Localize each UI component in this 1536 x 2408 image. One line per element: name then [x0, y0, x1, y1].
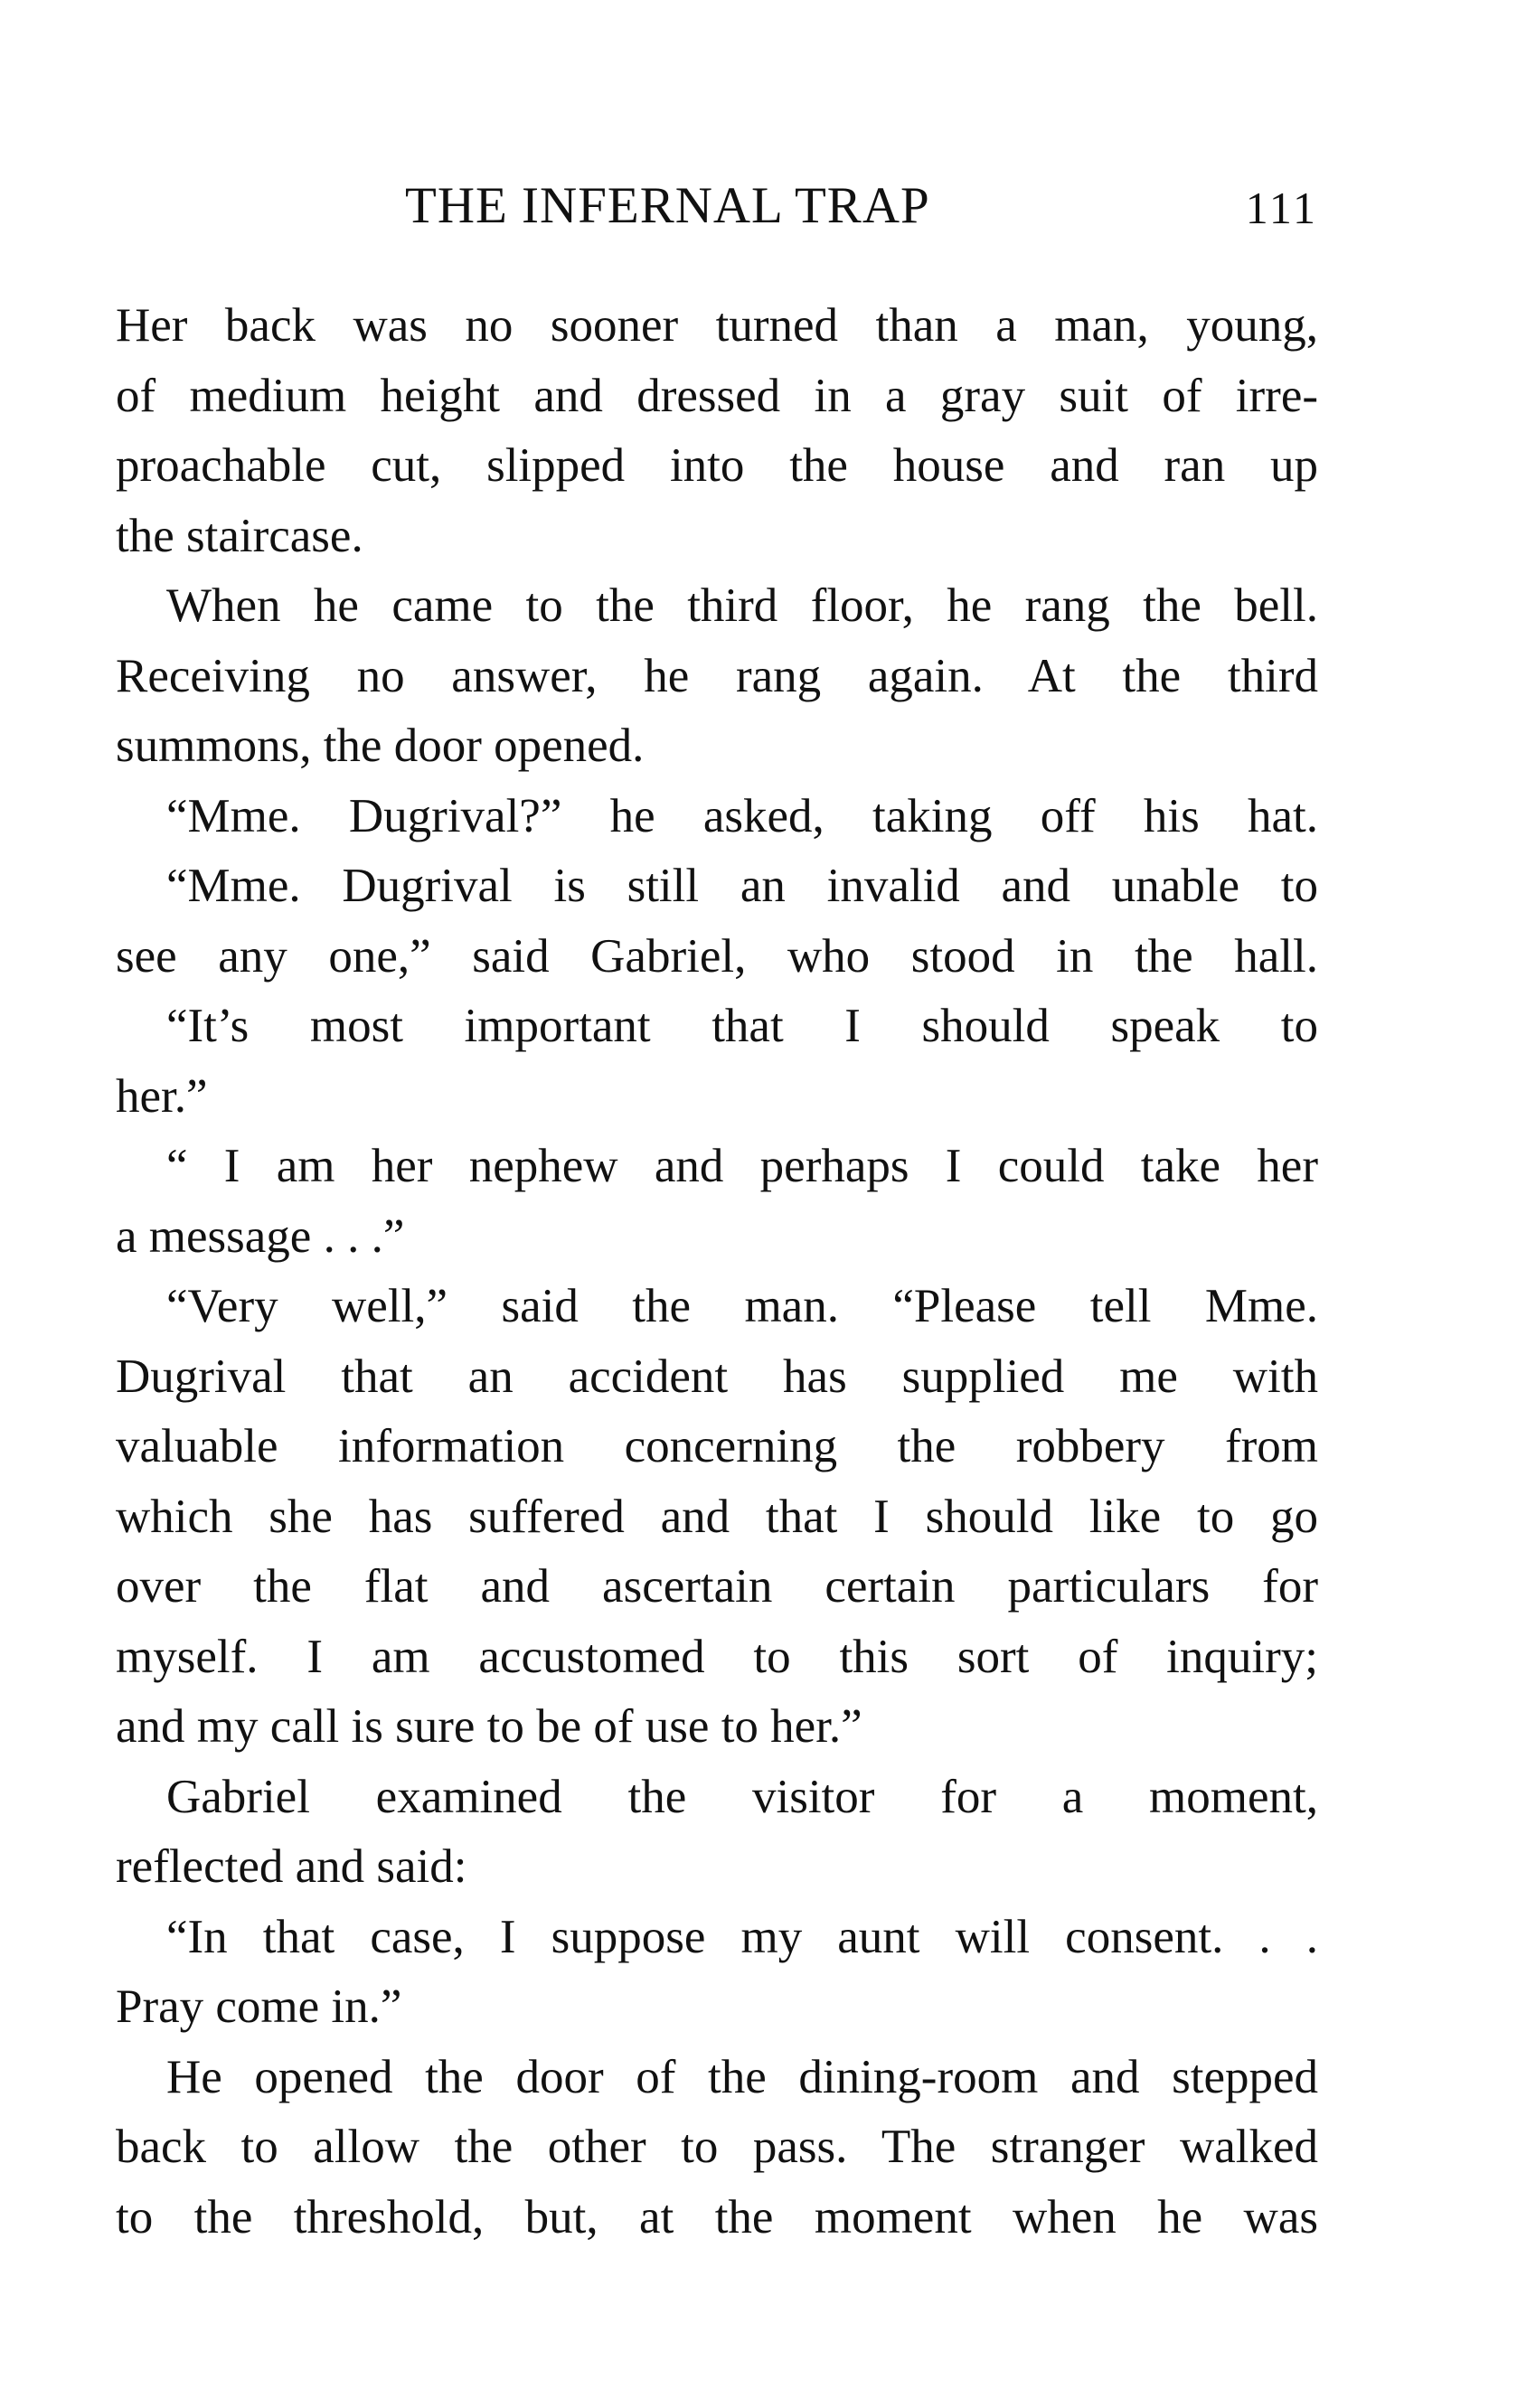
- text-line: which she has suffered and that I should like to go: [116, 1490, 1318, 1543]
- text-line: “It’s most important that I should speak to: [166, 1000, 1318, 1052]
- text-line: Her back was no sooner turned than a man, young,: [116, 299, 1318, 352]
- text-line: proachable cut, slipped into the house and ran up: [116, 439, 1318, 492]
- text-line: myself. I am accustomed to this sort of inquiry;: [116, 1630, 1318, 1683]
- text-line: and my call is sure to be of use to her.”: [116, 1700, 862, 1753]
- running-head: [116, 176, 1318, 249]
- text-line: reflected and said:: [116, 1840, 467, 1893]
- text-line: “In that case, I suppose my aunt will consent. . .: [166, 1910, 1318, 1963]
- text-line: her.”: [116, 1069, 208, 1123]
- text-line: of medium height and dressed in a gray suit of irre-: [116, 369, 1318, 422]
- text-line: summons, the door opened.: [116, 720, 645, 772]
- text-line: see any one,” said Gabriel, who stood in the hall.: [116, 929, 1318, 983]
- body-text: [116, 291, 1318, 2253]
- text-line: the staircase.: [116, 509, 363, 562]
- text-line: He opened the door of the dining-room and stepped: [166, 2050, 1318, 2103]
- text-line: “Mme. Dugrival?” he asked, taking off his hat.: [166, 789, 1318, 842]
- text-line: Receiving no answer, he rang again. At the third: [116, 649, 1318, 702]
- text-line: Gabriel examined the visitor for a moment,: [166, 1770, 1318, 1823]
- text-line: back to allow the other to pass. The stranger walked: [116, 2121, 1318, 2173]
- text-line: to the threshold, but, at the moment when he was: [116, 2190, 1318, 2243]
- text-line: “ I am her nephew and perhaps I could take her: [166, 1140, 1318, 1192]
- text-line: “Very well,” said the man. “Please tell Mme.: [166, 1280, 1318, 1332]
- text-line: Dugrival that an accident has supplied me with: [116, 1350, 1318, 1403]
- text-line: When he came to the third floor, he rang the bell.: [166, 579, 1318, 632]
- text-line: “Mme. Dugrival is still an invalid and unable to: [166, 860, 1318, 912]
- text-line: a message . . .”: [116, 1209, 405, 1263]
- running-title: THE INFERNAL TRAP: [405, 177, 930, 234]
- page-number: 111: [1245, 183, 1318, 233]
- text-line: valuable information concerning the robbery from: [116, 1420, 1318, 1472]
- text-line: Pray come in.”: [116, 1980, 402, 2033]
- text-line: over the flat and ascertain certain particulars for: [116, 1560, 1318, 1613]
